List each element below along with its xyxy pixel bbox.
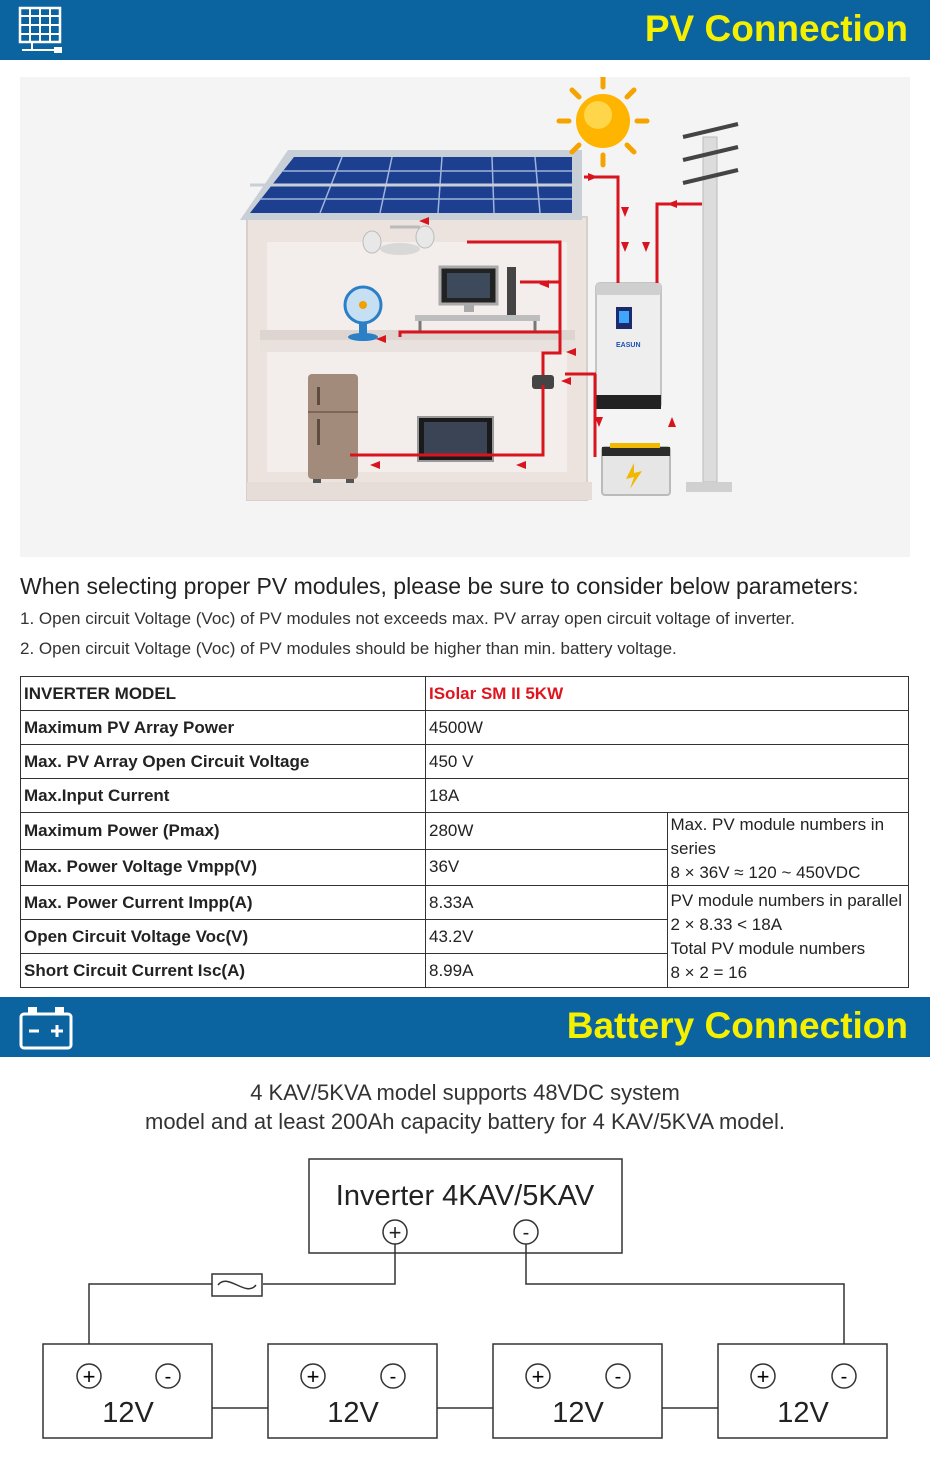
inverter-positive-terminal: [383, 1220, 407, 1245]
table-row: [21, 779, 909, 813]
parallel-note-line: Total PV module numbers: [670, 938, 866, 958]
spec-label: Max. Power Current Impp(A): [21, 886, 426, 920]
table-row: [21, 711, 909, 745]
spec-label: Maximum PV Array Power: [21, 711, 426, 745]
series-note-cell: [667, 813, 909, 886]
table-row: [21, 813, 909, 850]
pv-note-2: 2. Open circuit Voltage (Voc) of PV modules should be higher than min. battery voltage.: [20, 639, 677, 658]
pv-note-1: 1. Open circuit Voltage (Voc) of PV modules not exceeds max. PV array open circuit voltage of inverter.: [20, 609, 795, 628]
plus-symbol: +: [82, 1364, 96, 1389]
minus-symbol: -: [614, 1366, 622, 1388]
minus-symbol: -: [522, 1222, 530, 1244]
battery-voltage-label: 12V: [777, 1397, 829, 1429]
sun-graphic: [559, 77, 647, 165]
battery-description: [0, 1078, 930, 1136]
battery-graphic: [602, 443, 670, 495]
spec-value: 43.2V: [426, 920, 668, 954]
battery-voltage-label: 12V: [552, 1397, 604, 1429]
table-row: [21, 886, 909, 920]
battery-wiring-diagram: [0, 1150, 930, 1455]
parallel-note-cell: [667, 886, 909, 988]
spec-value: 8.99A: [426, 954, 668, 988]
solar-panel-graphic: [240, 150, 582, 220]
inverter-label: Inverter 4KAV/5KAV: [335, 1180, 595, 1212]
battery-icon: [18, 1002, 76, 1057]
parallel-note-line: 2 × 8.33 < 18A: [670, 914, 783, 934]
inverter-spec-table: [20, 676, 909, 988]
battery-unit: [43, 1344, 212, 1438]
series-note-line: Max. PV module numbers in series: [670, 815, 885, 858]
plus-symbol: +: [756, 1364, 770, 1389]
battery-voltage-label: 12V: [102, 1397, 154, 1429]
solar-panel-icon: [18, 6, 64, 59]
spec-label: Max. Power Voltage Vmpp(V): [21, 849, 426, 886]
spec-label: Short Circuit Current Isc(A): [21, 954, 426, 988]
battery-connection-banner: [0, 997, 930, 1057]
battery-unit: [268, 1344, 437, 1438]
spec-value: 280W: [426, 813, 668, 850]
battery-voltage-label: 12V: [327, 1397, 379, 1429]
utility-pole-graphic: [683, 124, 738, 492]
inverter-brand-label: EASUN: [616, 342, 641, 349]
battery-unit: [493, 1344, 662, 1438]
table-row: [21, 745, 909, 779]
table-row: [21, 677, 909, 711]
battery-description-line: model and at least 200Ah capacity battery for 4 KAV/5KVA model.: [145, 1109, 785, 1134]
minus-symbol: -: [164, 1366, 172, 1388]
spec-label: Maximum Power (Pmax): [21, 813, 426, 850]
pv-connection-banner: [0, 0, 930, 60]
minus-symbol: -: [840, 1366, 848, 1388]
parallel-note-line: 8 × 2 = 16: [670, 962, 748, 982]
spec-value: 4500W: [426, 711, 909, 745]
spec-value-model: ISolar SM II 5KW: [426, 677, 909, 711]
fridge-graphic: [308, 374, 358, 483]
parallel-note-line: PV module numbers in parallel: [670, 890, 903, 910]
battery-connection-title: Battery Connection: [566, 1005, 908, 1046]
inverter-negative-terminal: [514, 1220, 538, 1244]
solar-system-illustration: [20, 77, 910, 557]
battery-description-line: 4 KAV/5KVA model supports 48VDC system: [250, 1080, 680, 1105]
spec-label: Max.Input Current: [21, 779, 426, 813]
spec-value: 18A: [426, 779, 909, 813]
fuse-symbol: [212, 1274, 262, 1296]
pv-connection-title: PV Connection: [644, 8, 908, 49]
spec-label: INVERTER MODEL: [21, 677, 426, 711]
inverter-graphic: [596, 283, 661, 409]
series-note-line: 8 × 36V ≈ 120 ~ 450VDC: [670, 863, 861, 882]
spec-value: 450 V: [426, 745, 909, 779]
plus-symbol: +: [531, 1364, 545, 1389]
plus-symbol: +: [388, 1220, 402, 1245]
pv-selection-heading: When selecting proper PV modules, please be sure to consider below parameters:: [20, 573, 859, 599]
spec-value: 8.33A: [426, 886, 668, 920]
spec-label: Open Circuit Voltage Voc(V): [21, 920, 426, 954]
minus-symbol: -: [389, 1366, 397, 1388]
battery-unit: [718, 1344, 887, 1438]
plus-symbol: +: [306, 1364, 320, 1389]
spec-value: 36V: [426, 849, 668, 886]
spec-label: Max. PV Array Open Circuit Voltage: [21, 745, 426, 779]
